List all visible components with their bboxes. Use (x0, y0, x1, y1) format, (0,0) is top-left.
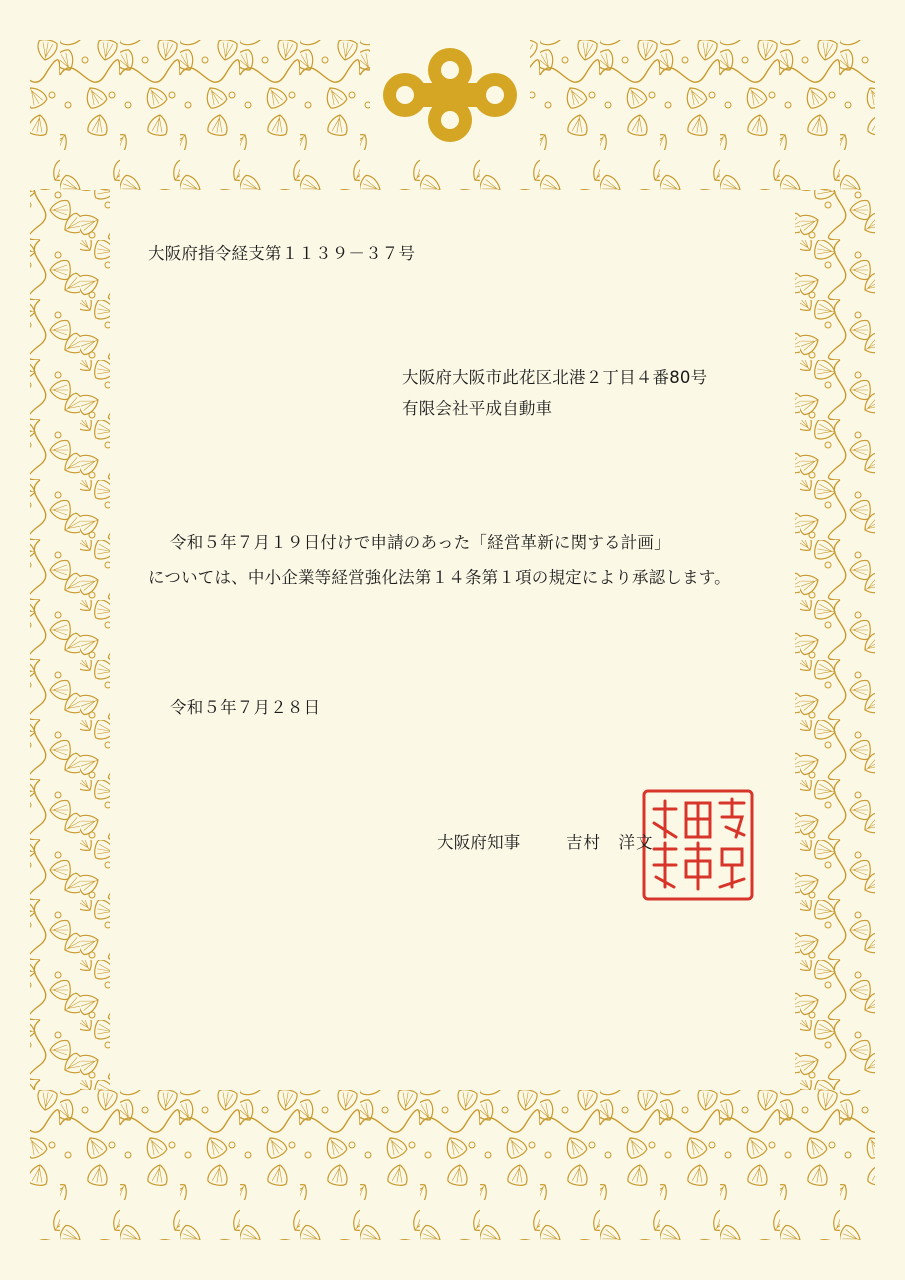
document-number: 大阪府指令経支第１１３９－３７号 (148, 244, 416, 263)
recipient-address: 大阪府大阪市此花区北港２丁目４番80号 (402, 368, 708, 387)
issue-date: 令和５年７月２８日 (170, 698, 321, 717)
body-line-1: 令和５年７月１９日付けで申請のあった「経営革新に関する計画」 (170, 533, 671, 552)
official-seal-icon (640, 787, 756, 903)
issuer-title: 大阪府知事 (437, 833, 521, 852)
body-line-2: については、中小企業等経営強化法第１４条第１項の規定により承認します。 (148, 568, 731, 587)
recipient-company: 有限会社平成自動車 (402, 399, 553, 418)
issuer-name: 吉村 洋文 (566, 833, 654, 852)
